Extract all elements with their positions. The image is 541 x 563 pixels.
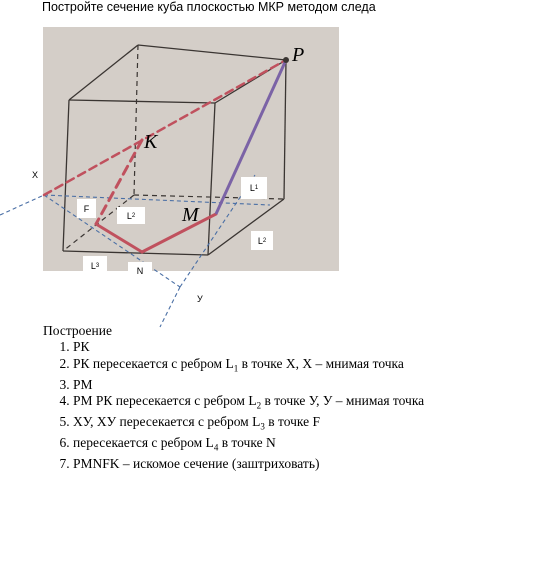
cube-edge [63,251,208,255]
section-lines [44,60,286,252]
cube-edge [69,45,138,100]
line-xkp [44,60,286,195]
cube-edge [284,60,286,199]
trace-line-y-ext [160,287,180,327]
trace-lines [0,175,270,327]
label-n: N [128,262,152,280]
line-fn [96,224,142,252]
point-label-m: M [182,204,199,226]
construction-step: 6. пересекается с ребром $L_4$ в точке N [73,435,424,456]
construction-step: 7. PMNFK – искомое сечение (заштриховать) [73,456,424,472]
edge-label-l2-inner: L 2 [117,207,145,224]
hidden-edge [134,45,138,195]
cube-edge [69,100,215,103]
point-label-k: K [144,131,158,153]
point-p [283,57,289,63]
construction-heading: Построение [43,323,112,338]
line-nm [142,214,216,252]
hidden-edges [63,45,284,251]
construction-steps [43,323,424,472]
trace-line-x [0,195,44,215]
label-x: X [32,170,39,180]
edge-label-l2: L 2 [251,231,273,250]
step-list [43,339,424,472]
edge-label-l1: L 1 [241,177,267,199]
trace-line-xy [44,195,180,287]
cube-edge [138,45,286,60]
label-f: F [77,199,96,218]
construction-step: 2. РК пересекается с ребром $L_1$ в точке X, X – мнимая точка [73,356,424,377]
construction-step: 3. РМ [73,377,424,393]
construction-step: 5. ХУ, ХУ пересекается с ребром $L_3$ в точке F [73,414,424,435]
construction-step: 4. РМ РК пересекается с ребром $L_2$ в точке У, У – мнимая точка [73,393,424,414]
edge-label-l3: L 3 [83,256,107,276]
point-label-p: P [292,44,305,66]
cube-edge [63,100,69,251]
page-title: Постройте сечение куба плоскостью МКР методом следа [42,0,376,14]
label-y: У [197,294,203,304]
cube-edge [208,103,215,255]
construction-step: 1. РК [73,339,424,355]
